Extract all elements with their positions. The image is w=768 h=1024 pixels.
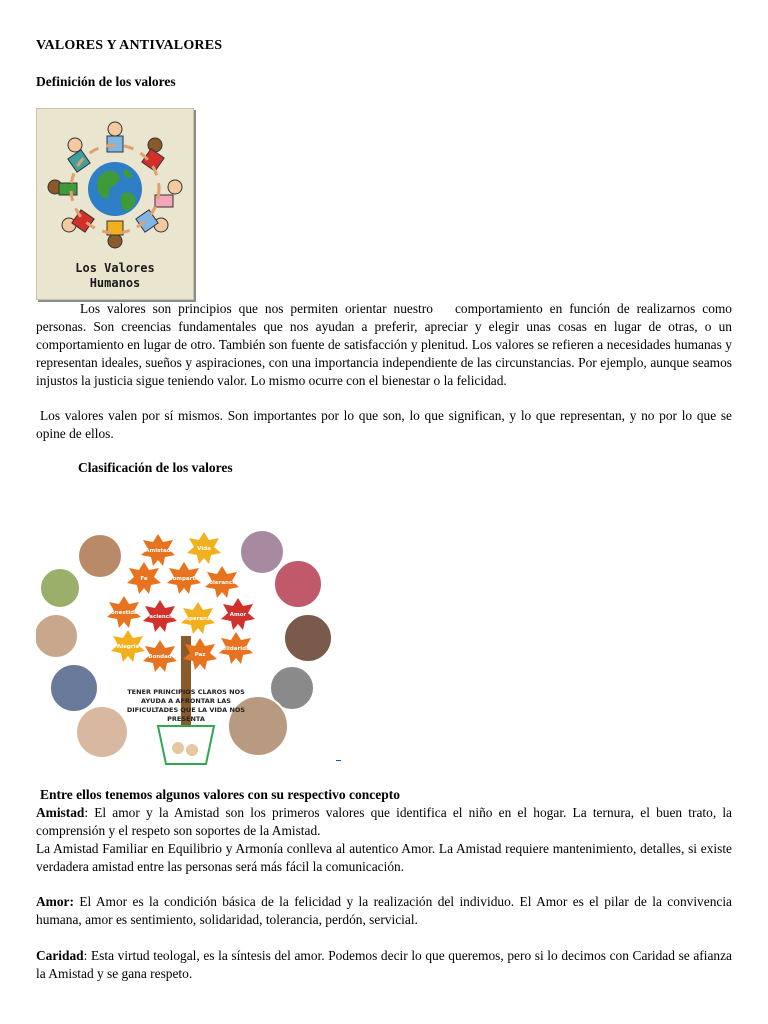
value-leaf-label: Vida <box>197 546 211 552</box>
value-leaf <box>181 602 215 634</box>
value-leaf-label: Fe <box>140 576 148 582</box>
value-leaf <box>141 534 175 566</box>
value-leaf-label: Solidaridad <box>218 646 254 652</box>
document-title: VALORES Y ANTIVALORES <box>36 38 223 53</box>
amor-term: Amor: <box>36 894 74 909</box>
amistad-definition <box>36 804 732 840</box>
paragraph1-part1: Los valores son principios que nos permiten orientar nuestro <box>80 301 433 316</box>
caridad-term: Caridad <box>36 948 84 963</box>
value-leaf-label: Honestidad <box>106 610 142 616</box>
values-tree-graphic <box>36 528 336 766</box>
tree-caption <box>127 688 246 723</box>
tree-caption-line3: DIFICULTADES QUE LA VIDA NOS <box>126 706 246 714</box>
tree-caption-line1: TENER PRINCIPIOS CLAROS NOS <box>127 688 245 696</box>
amistad-term: Amistad <box>36 805 85 820</box>
values-tree-illustration <box>36 528 336 766</box>
tree-caption-line2: AYUDA A AFRONTAR LAS <box>141 697 231 705</box>
values-paragraph <box>36 407 732 443</box>
value-leaf <box>143 640 177 672</box>
value-leaf-label: Tolerancia <box>206 580 238 586</box>
definition-heading: Definición de los valores <box>36 74 176 89</box>
link-marker <box>336 760 341 761</box>
value-leaf-label: Paz <box>194 652 206 658</box>
value-leaf-label: Paciencia <box>145 614 175 620</box>
amistad-text: : El amor y la Amistad son los primeros valores que identifica el niño en el hogar. La ternura, el buen trato, la comprensión y el respeto son soportes de la Amistad. <box>36 805 732 838</box>
paragraph2-text: Los valores valen por sí mismos. Son importantes por lo que son, lo que significan, y lo que representan, y no por lo que se opine de ellos. <box>36 408 732 441</box>
value-leaf-label: Amistad <box>145 548 171 554</box>
definition-paragraph <box>36 300 732 390</box>
value-leaf-label: Alegría <box>116 644 140 650</box>
value-leaf <box>187 532 221 564</box>
list-heading: Entre ellos tenemos algunos valores con su respectivo concepto <box>40 787 400 802</box>
value-leaf <box>106 596 141 628</box>
value-leaf <box>111 630 145 662</box>
value-leaf-label: Esperanza <box>182 616 214 622</box>
caridad-definition <box>36 947 732 983</box>
amistad-definition-2: La Amistad Familiar en Equilibrio y Armonía conlleva al autentico Amor. La Amistad requiere mantenimiento, detalles, si existe verdadera amistad entre las personas será más fácil la comunicación. <box>36 841 732 874</box>
value-leaf-label: Bondad <box>148 654 172 660</box>
value-leaf <box>127 562 161 594</box>
value-leaf <box>218 632 253 664</box>
value-leaf <box>167 562 201 594</box>
figure1-caption-line1: Los Valores <box>75 261 155 275</box>
valores-humanos-illustration <box>36 108 194 300</box>
classification-heading: Clasificación de los valores <box>78 460 233 475</box>
paragraph1-part2: comportamiento en función de realizarnos como personas. Son creencias fundamentales que nos ayudan a preferir, apreciar y elegir unas cosas en lugar de otras, o un comportamiento en lugar de otro. También son fuente de satisfacción y plenitud. Los valores se refieren a necesidades humanas y representan ideales, sueños y aspiraciones, con una importancia independiente de las circunstancias. Por ejemplo, aunque seamos injustos la justicia sigue teniendo valor. Lo mismo ocurre con el bienestar o la felicidad. <box>36 301 733 388</box>
value-leaf <box>143 600 177 632</box>
value-leaf <box>221 598 255 630</box>
figure1-caption <box>37 261 193 291</box>
tree-caption-line4: PRESENTA <box>167 715 205 723</box>
amor-definition <box>36 893 732 929</box>
caridad-text: : Esta virtud teologal, es la síntesis del amor. Podemos decir lo que queremos, pero si lo decimos con Caridad se afianza la Amistad y se gana respeto. <box>36 948 732 981</box>
value-leaf-label: Amor <box>229 612 247 618</box>
value-leaf <box>205 566 239 598</box>
value-leaf-label: Compartir <box>168 576 200 582</box>
amor-text: El Amor es la condición básica de la felicidad y la realización del individuo. El Amor es el pilar de la convivencia humana, amor es sentimiento, solidaridad, tolerancia, perdón, servicial. <box>36 894 732 927</box>
value-leaves <box>106 532 255 672</box>
children-around-globe-icon <box>37 109 193 259</box>
figure1-caption-line2: Humanos <box>89 276 141 290</box>
